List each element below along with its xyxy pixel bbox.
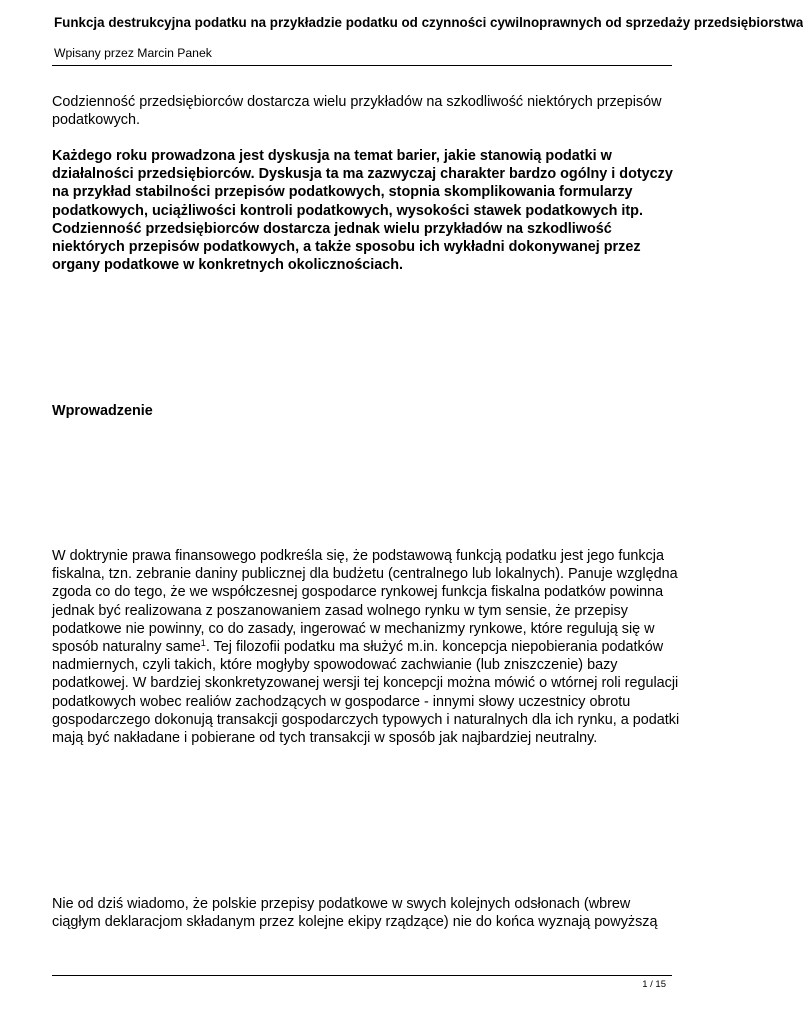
header-divider — [52, 65, 672, 66]
body-paragraph-2: Nie od dziś wiadomo, że polskie przepisy podatkowe w swych kolejnych odsłonach (wbrew ciągłym deklaracjom składanym przez kolejne ekipy rządzące) nie do końca wyznają powyższą — [52, 896, 658, 931]
footer-divider — [52, 975, 672, 976]
author-line: Wpisany przez Marcin Panek — [54, 46, 212, 60]
body-paragraph-1-part-2: . Tej filozofii podatku ma służyć m.in. koncepcja niepobierania podatków nadmiernych, czyli takich, które mogłyby spowodować zachwianie (lub zniszczenie) bazy podatkowej. W bardziej skonkretyzowanej wersji tej koncepcji można mówić o wtórnej roli regulacji podatkowych wobec realiów zachodzących w gospodarce - innymi słowy uczestnicy obrotu gospodarczego dokonują transakcji gospodarczych typowych i naturalnych dla ich rynku, a podatki mają być nakładane i pobierane od tych transakcji w sposób jak najbardziej neutralny. — [52, 639, 680, 747]
document-title: Funkcja destrukcyjna podatku na przykładzie podatku od czynności cywilnoprawnych od sprzedaży przedsiębiorstwa — [54, 15, 803, 30]
page-number: 1 / 15 — [642, 979, 666, 990]
lead-paragraph: Każdego roku prowadzona jest dyskusja na temat barier, jakie stanowią podatki w działalności przedsiębiorców. Dyskusja ta ma zazwyczaj charakter bardzo ogólny i dotyczy na przykład stabilności przepisów podatkowych, stopnia skomplikowania formularzy podatkowych, uciążliwości kontroli podatkowych, wysokości stawek podatkowych itp. Codzienność przedsiębiorców dostarcza jednak wielu przykładów na szkodliwość niektórych przepisów podatkowych, a także sposobu ich wykładni dokonywanej przez organy podatkowe w konkretnych okolicznościach. — [52, 148, 673, 274]
section-heading: Wprowadzenie — [52, 403, 153, 419]
body-paragraph-1-part-1: W doktrynie prawa finansowego podkreśla się, że podstawową funkcją podatku jest jego funkcja fiskalna, tzn. zebranie daniny publicznej dla budżetu (centralnego lub lokalnych). Panuje względna zgoda co do tego, że we współczesnej gospodarce rynkowej funkcja fiskalna podatków powinna jednak być realizowana z poszanowaniem zasad wolnego rynku w tym sensie, że przepisy podatkowe nie powinny, co do zasady, ingerować w mechanizmy rynkowe, które regulują się w sposób naturalny same — [52, 548, 678, 656]
body-paragraph-1 — [52, 547, 680, 747]
footnote-reference[interactable]: 1 — [200, 638, 206, 649]
intro-paragraph: Codzienność przedsiębiorców dostarcza wielu przykładów na szkodliwość niektórych przepisów podatkowych. — [52, 94, 662, 129]
